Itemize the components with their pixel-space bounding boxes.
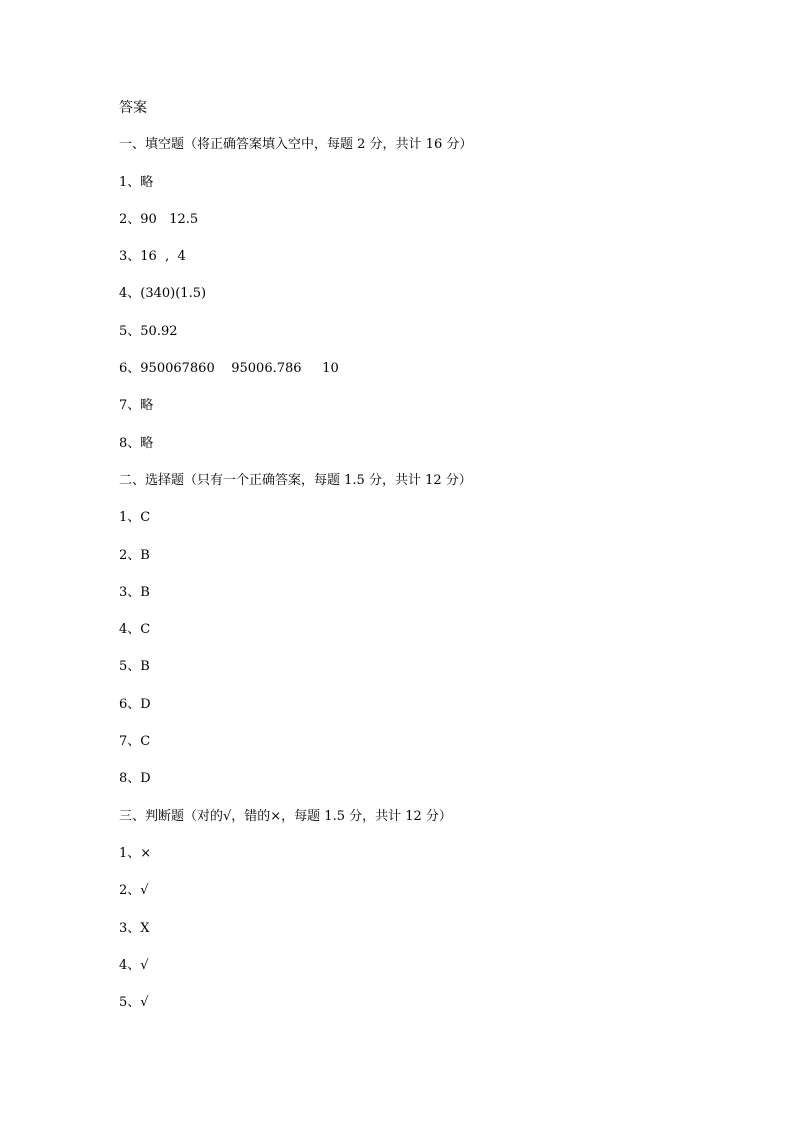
answer-item: 3、X [119,920,150,936]
answer-item: 3、16 , 4 [119,249,186,265]
answer-item: 7、略 [119,398,154,414]
answer-item: 8、D [119,771,151,787]
answer-document [119,98,719,1030]
answer-item: 2、B [119,547,150,563]
answer-item: 4、(340)(1.5) [119,286,207,302]
answer-item: 1、× [119,845,152,861]
answer-item: 7、C [119,734,151,750]
answer-item: 2、√ [119,883,149,899]
answer-item: 5、B [119,659,150,675]
answer-item: 5、√ [119,995,149,1011]
answer-item: 1、略 [119,174,154,190]
answer-item: 4、C [119,622,151,638]
section-heading-fill-in: 一、填空题（将正确答案填入空中，每题 2 分，共计 16 分） [119,137,473,153]
answer-item: 6、950067860 95006.786 10 [119,361,339,377]
section-heading-multiple-choice: 二、选择题（只有一个正确答案，每题 1.5 分，共计 12 分） [119,472,472,488]
answer-item: 2、90 12.5 [119,211,199,227]
answer-item: 6、D [119,696,151,712]
section-heading-true-false: 三、判断题（对的√，错的×，每题 1.5 分，共计 12 分） [119,808,452,824]
answer-item: 5、50.92 [119,323,178,339]
answer-item: 4、√ [119,957,149,973]
answer-item: 8、略 [119,435,154,451]
answer-item: 1、C [119,510,151,526]
document-title: 答案 [119,100,147,116]
answer-item: 3、B [119,584,150,600]
